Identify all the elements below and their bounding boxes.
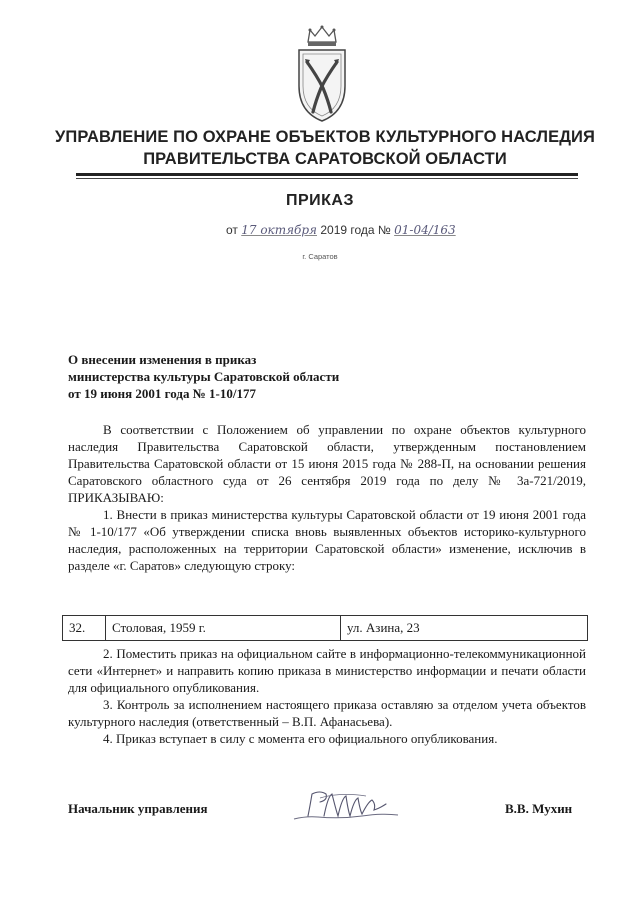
body-item-2: 2. Поместить приказ на официальном сайте в информационно-телекоммуникационной сети «Интернет» и направить копию приказа в министерство информации и печати области для официального опубликования. — [68, 646, 586, 695]
body-items-block — [68, 645, 586, 747]
subject-line-2: министерства культуры Саратовской области — [68, 369, 340, 384]
object-address: ул. Азина, 23 — [341, 616, 588, 641]
organization-name-line-1: УПРАВЛЕНИЕ ПО ОХРАНЕ ОБЪЕКТОВ КУЛЬТУРНОГО НАСЛЕДИЯ — [55, 128, 595, 146]
signatory-position: Начальник управления — [68, 801, 208, 816]
body-item-3: 3. Контроль за исполнением настоящего приказа оставляю за отделом учета объектов культурного наследия (ответственный – В.П. Афанасьева). — [68, 697, 586, 729]
header-rule-thin — [76, 178, 578, 179]
organization-name-line-2: ПРАВИТЕЛЬСТВА САРАТОВСКОЙ ОБЛАСТИ — [143, 150, 507, 168]
table-row — [63, 616, 588, 641]
handwritten-number: 01-04/163 — [394, 223, 456, 237]
coat-of-arms-icon — [293, 24, 351, 124]
body-intro-block — [68, 421, 586, 574]
row-number: 32. — [63, 616, 106, 641]
body-intro: В соответствии с Положением об управлении по охране объектов культурного наследия Правительства Саратовской области, утвержденным постановлением Правительства Саратовской области от 15 июня 2015 года № 288-П, на основании решения Саратовского областного суда от 26 сентября 2019 года по делу № 3а-721/2019, ПРИКАЗЫВАЮ: — [68, 422, 586, 505]
date-prefix: от — [226, 223, 238, 237]
handwritten-date: 17 октября — [241, 223, 317, 237]
subject-line-1: О внесении изменения в приказ — [68, 352, 257, 367]
city-label: г. Саратов — [302, 252, 338, 261]
order-date-number — [226, 223, 486, 245]
order-title: ПРИКАЗ — [285, 192, 354, 209]
date-year: 2019 года № — [320, 223, 391, 237]
excluded-object-row — [62, 615, 588, 641]
order-subject — [68, 351, 468, 402]
handwritten-signature — [290, 786, 402, 824]
signatory-name: В.В. Мухин — [505, 801, 573, 816]
subject-line-3: от 19 июня 2001 года № 1-10/177 — [68, 386, 256, 401]
body-item-1: 1. Внести в приказ министерства культуры Саратовской области от 19 июня 2001 года № 1-10/177 «Об утверждении списка вновь выявленных объектов историко-культурного наследия, расположенных на территории Саратовской области» изменение, исключив в разделе «г. Саратов» следующую строку: — [68, 507, 586, 573]
organization-name — [40, 126, 610, 170]
object-name: Столовая, 1959 г. — [106, 616, 341, 641]
body-item-4: 4. Приказ вступает в силу с момента его официального опубликования. — [103, 731, 498, 746]
header-rule-thick — [76, 173, 578, 176]
